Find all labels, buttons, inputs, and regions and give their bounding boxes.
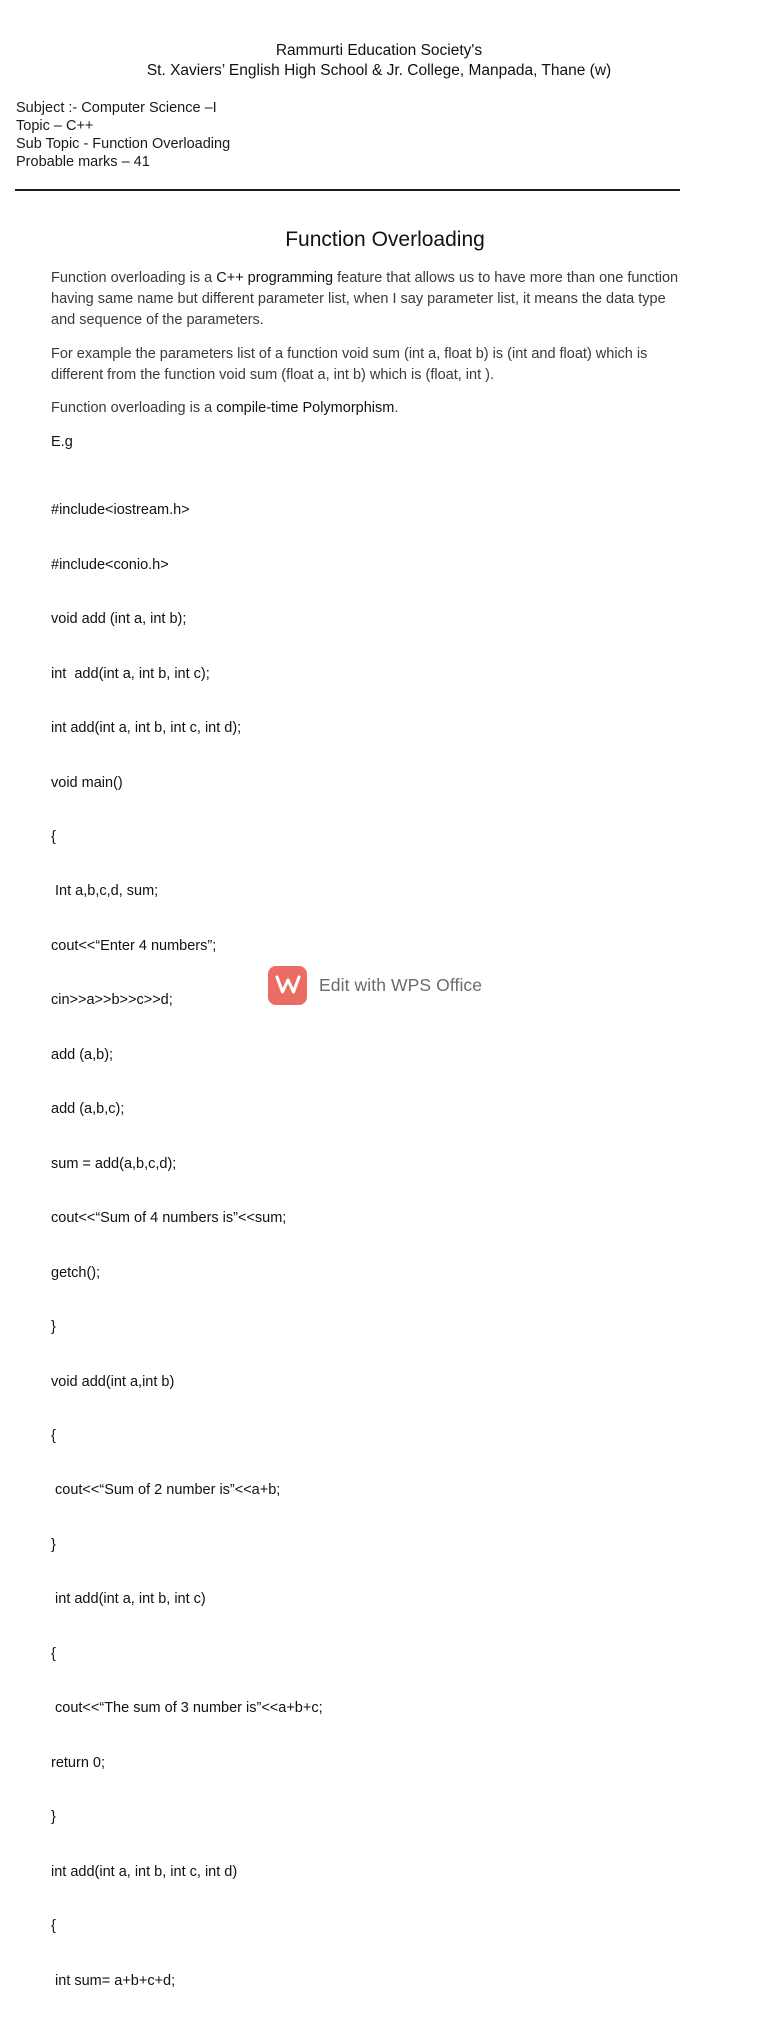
code-line: int sum= a+b+c+d; <box>51 1972 176 1989</box>
code-line: int add(int a, int b, int c, int d) <box>51 1863 238 1880</box>
code-line: cout<<“Sum of 4 numbers is”<<sum; <box>51 1210 287 1227</box>
edit-with-wps-label: Edit with WPS Office <box>319 974 483 995</box>
code-line: #include<conio.h> <box>51 556 169 573</box>
example-label: E.g <box>51 434 73 450</box>
page-title: Function Overloading <box>285 228 485 251</box>
code-line: cout<<“The sum of 3 number is”<<a+b+c; <box>51 1700 323 1717</box>
code-line: void add(int a,int b) <box>51 1373 175 1390</box>
code-line: cout<<“Sum of 2 number is”<<a+b; <box>51 1482 281 1499</box>
subject-line: Subject :- Computer Science –I <box>16 100 217 116</box>
document-meta <box>16 99 230 171</box>
horizontal-divider <box>15 189 680 191</box>
code-line: sum = add(a,b,c,d); <box>51 1155 177 1172</box>
society-name: Rammurti Education Society's <box>275 42 483 59</box>
compile-time-polymorphism-term: compile-time Polymorphism <box>216 400 395 416</box>
edit-with-wps-button[interactable] <box>268 965 482 1005</box>
code-line: } <box>51 1536 56 1553</box>
code-line: { <box>51 1645 56 1662</box>
example-paragraph: For example the parameters list of a function void sum (int a, float b) is (int and float) which is different from the function void sum (float a, int b) which is (float, int ). <box>51 346 648 383</box>
code-line: { <box>51 1918 56 1935</box>
sub-topic-line: Sub Topic - Function Overloading <box>16 136 231 152</box>
intro-text-a: Function overloading is a <box>51 270 217 286</box>
code-line: { <box>51 1428 56 1445</box>
code-line: #include<iostream.h> <box>51 502 190 519</box>
code-line: cout<<“Enter 4 numbers”; <box>51 937 217 954</box>
code-line: return 0; <box>51 1754 105 1771</box>
code-line: void main() <box>51 774 123 791</box>
code-line: int add(int a, int b, int c) <box>51 1591 206 1608</box>
intro-text-c: feature that allows us to have more than one function having same name but different parameter list, when I say parameter list, it means the data type and sequence of the parameters. <box>51 270 679 328</box>
polymorphism-paragraph <box>51 398 681 419</box>
code-line: add (a,b); <box>51 1046 114 1063</box>
code-line: Int a,b,c,d, sum; <box>51 883 159 900</box>
school-name: St. Xaviers’ English High School & Jr. College, Manpada, Thane (w) <box>146 62 612 79</box>
code-line: } <box>51 1319 56 1336</box>
code-listing <box>51 465 323 2026</box>
code-line: cin>>a>>b>>c>>d; <box>51 992 173 1009</box>
topic-line: Topic – C++ <box>16 118 94 134</box>
intro-paragraph <box>51 268 681 331</box>
code-line: { <box>51 829 56 846</box>
code-line: getch(); <box>51 1264 101 1281</box>
code-line: int add(int a, int b, int c, int d); <box>51 720 242 737</box>
wps-office-icon <box>268 966 307 1005</box>
polymorphism-text-c: . <box>394 400 399 416</box>
code-line: } <box>51 1809 56 1826</box>
school-header <box>0 41 758 81</box>
code-line: int add(int a, int b, int c); <box>51 665 210 682</box>
marks-line: Probable marks – 41 <box>16 154 150 170</box>
code-line: add (a,b,c); <box>51 1101 125 1118</box>
code-line: void add (int a, int b); <box>51 611 187 628</box>
cpp-programming-term: C++ programming <box>216 270 334 286</box>
polymorphism-text-a: Function overloading is a <box>51 400 217 416</box>
